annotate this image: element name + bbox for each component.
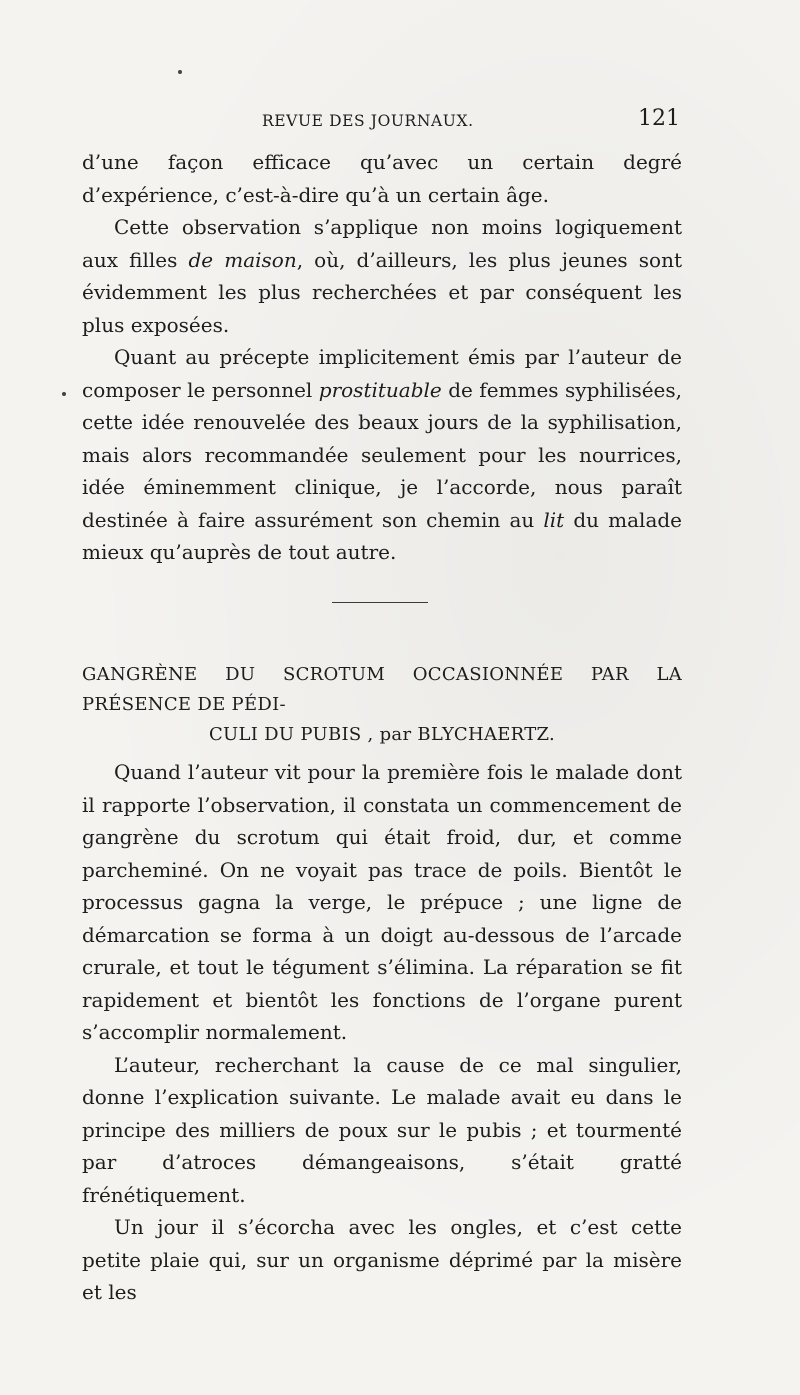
paragraph-observation: Quand l’auteur vit pour la première fois le malade dont il rapporte l’observation, il constata un commencement de gangrène du scrotum qui était froid, dur, et comme parcheminé. On ne voyait pas trace de poils. Bientôt le processus gagna la verge, le prépuce ; une ligne de démarcation se forma à un doigt au-dessous de l’arcade crurale, et tout le tégument s’élimina. La réparation se fit rapidement et bientôt les fonctions de l’organe purent s’accomplir normalement. <box>82 760 682 1044</box>
page-header <box>82 106 682 136</box>
article-body <box>82 756 682 1309</box>
ink-speck <box>62 392 66 396</box>
running-head: REVUE DES JOURNAUX. <box>262 112 474 130</box>
italic-term: de maison <box>188 247 297 272</box>
italic-term: lit <box>543 507 565 532</box>
paragraph-ecorcha: Un jour il s’écorcha avec les ongles, et c’est cette petite plaie qui, sur un organisme déprimé par la misère et les <box>82 1215 682 1304</box>
paragraph-continued: d’une façon efficace qu’avec un certain degré d’expérience, c’est-à-dire qu’à un certain âge. <box>82 150 682 207</box>
paragraph-text: , où, d’ailleurs, les plus jeunes sont évidemment les plus recherchées et par conséquent les plus exposées. <box>82 247 683 337</box>
paragraph-explication: L’auteur, recherchant la cause de ce mal singulier, donne l’explication suivante. Le malade avait eu dans le principe des milliers de poux sur le pubis ; et tourmenté par d’atroces démangeaisons, s’était gratté frénétiquement. <box>82 1052 682 1207</box>
article-title-line-2: CULI DU PUBIS , par BLYCHAERTZ. <box>208 724 556 745</box>
paragraph-text: Cette observation s’applique non moins logiquement aux filles <box>82 215 682 272</box>
italic-term: prostituable <box>318 377 442 402</box>
article-title-line-1: GANGRÈNE DU SCROTUM OCCASIONNÉE PAR LA PRÉSENCE DE PÉDI- <box>82 664 682 715</box>
paragraph-text: Quant au précepte implicitement émis par l’auteur de composer le personnel <box>82 345 682 402</box>
ink-speck <box>178 70 182 74</box>
page-number: 121 <box>638 106 680 131</box>
article-title <box>82 660 682 750</box>
paragraph-text: de femmes syphilisées, cette idée renouvelée des beaux jours de la syphilisation, mais alors recommandée seulement pour les nourrices, idée éminemment clinique, je l’accorde, nous paraît destinée à faire assurément son chemin au <box>82 377 682 532</box>
paragraph-precepte <box>82 341 682 569</box>
paragraph-filles-de-maison <box>82 211 682 341</box>
section-divider <box>332 602 428 603</box>
section-continuation <box>82 146 682 569</box>
paragraph-text: du malade mieux qu’auprès de tout autre. <box>82 507 683 564</box>
